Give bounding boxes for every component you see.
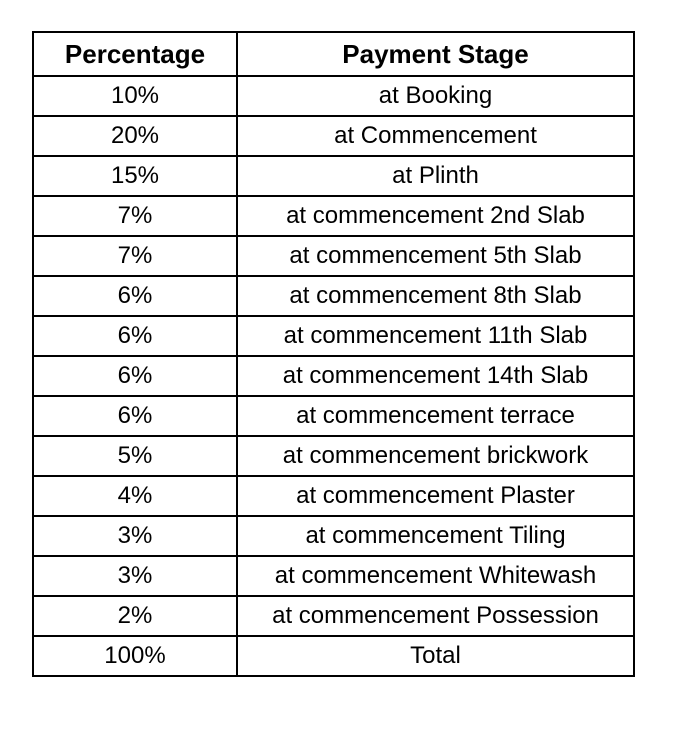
percentage-cell: 10% [33, 76, 237, 116]
payment-schedule-table-container [32, 31, 635, 677]
percentage-cell: 6% [33, 356, 237, 396]
percentage-cell: 6% [33, 276, 237, 316]
table-header-row [33, 32, 634, 76]
payment-stage-cell: at commencement Possession [237, 596, 634, 636]
payment-stage-cell: at commencement Plaster [237, 476, 634, 516]
table-row [33, 476, 634, 516]
percentage-cell: 3% [33, 556, 237, 596]
payment-stage-cell: at commencement brickwork [237, 436, 634, 476]
percentage-cell: 20% [33, 116, 237, 156]
table-row [33, 236, 634, 276]
payment-stage-cell: at commencement 11th Slab [237, 316, 634, 356]
payment-stage-cell: at commencement 8th Slab [237, 276, 634, 316]
table-row [33, 76, 634, 116]
percentage-cell: 5% [33, 436, 237, 476]
percentage-cell: 6% [33, 316, 237, 356]
table-row [33, 196, 634, 236]
table-row [33, 316, 634, 356]
percentage-cell: 2% [33, 596, 237, 636]
percentage-cell: 6% [33, 396, 237, 436]
total-label-cell: Total [237, 636, 634, 676]
percentage-cell: 3% [33, 516, 237, 556]
table-row [33, 396, 634, 436]
table-row [33, 156, 634, 196]
payment-schedule-table [32, 31, 635, 677]
percentage-cell: 4% [33, 476, 237, 516]
payment-stage-cell: at commencement terrace [237, 396, 634, 436]
percentage-cell: 7% [33, 196, 237, 236]
payment-stage-cell: at commencement 5th Slab [237, 236, 634, 276]
percentage-cell: 15% [33, 156, 237, 196]
table-row [33, 596, 634, 636]
table-row [33, 556, 634, 596]
percentage-cell: 7% [33, 236, 237, 276]
payment-stage-cell: at commencement 2nd Slab [237, 196, 634, 236]
payment-stage-cell: at commencement Tiling [237, 516, 634, 556]
table-row [33, 276, 634, 316]
payment-stage-column-header: Payment Stage [237, 32, 634, 76]
table-row [33, 116, 634, 156]
total-percentage-cell: 100% [33, 636, 237, 676]
table-row [33, 356, 634, 396]
percentage-column-header: Percentage [33, 32, 237, 76]
payment-stage-cell: at commencement Whitewash [237, 556, 634, 596]
payment-stage-cell: at Commencement [237, 116, 634, 156]
payment-stage-cell: at Booking [237, 76, 634, 116]
table-row [33, 516, 634, 556]
total-row [33, 636, 634, 676]
payment-stage-cell: at commencement 14th Slab [237, 356, 634, 396]
table-row [33, 436, 634, 476]
payment-stage-cell: at Plinth [237, 156, 634, 196]
